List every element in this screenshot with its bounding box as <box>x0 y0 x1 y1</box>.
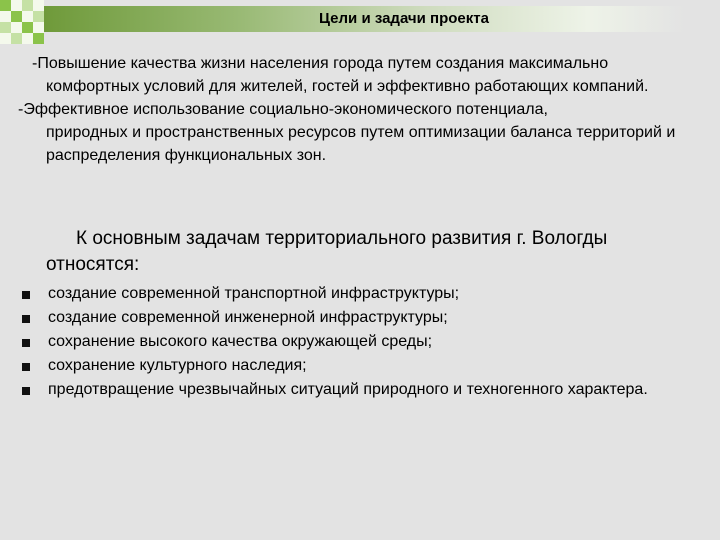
goal-lead: -Эффективное использование социально-экономического потенциала, <box>18 101 548 118</box>
square-bullet-icon <box>22 363 30 371</box>
list-item <box>18 282 698 306</box>
list-item-text: создание современной транспортной инфраструктуры; <box>48 285 460 302</box>
square-bullet-icon <box>22 291 30 299</box>
goal-lead: -Повышение качества жизни населения города путем создания максимально <box>32 55 609 72</box>
square-bullet-icon <box>22 339 30 347</box>
list-item-text: предотвращение чрезвычайных ситуаций природного и техногенного характера. <box>48 381 648 398</box>
tasks-intro-continuation: относятся: <box>46 254 140 275</box>
tasks-intro <box>46 226 706 278</box>
list-item <box>18 306 698 330</box>
list-item-text: сохранение культурного наследия; <box>48 357 307 374</box>
list-item-text: сохранение высокого качества окружающей среды; <box>48 333 433 350</box>
list-item-text: создание современной инженерной инфраструктуры; <box>48 309 448 326</box>
list-item <box>18 330 698 354</box>
list-item <box>18 354 698 378</box>
goal-item <box>18 98 708 167</box>
goal-continuation: природных и пространственных ресурсов путем оптимизации баланса территорий и распределения функциональных зон. <box>46 124 676 164</box>
page-title: Цели и задачи проекта <box>319 10 489 27</box>
tasks-intro-lead: К основным задачам территориального развития г. Вологды <box>76 228 608 249</box>
title-bar <box>44 6 684 32</box>
square-bullet-icon <box>22 315 30 323</box>
tasks-list <box>18 282 698 402</box>
goal-continuation: комфортных условий для жителей, гостей и эффективно работающих компаний. <box>46 78 649 95</box>
square-bullet-icon <box>22 387 30 395</box>
corner-checker-decoration <box>0 0 44 44</box>
list-item <box>18 378 698 402</box>
goal-item <box>18 52 708 98</box>
goals-block <box>18 52 708 167</box>
